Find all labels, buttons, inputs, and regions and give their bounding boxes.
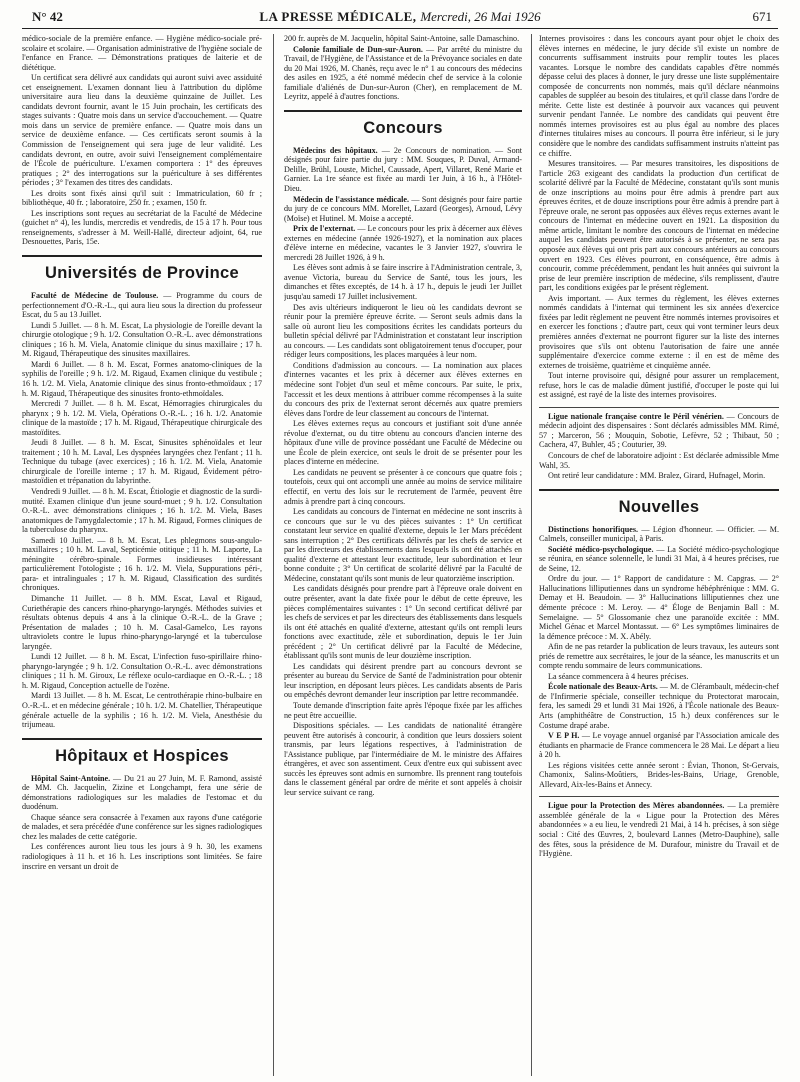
article-veph bbox=[539, 731, 779, 760]
section-heading-nouvelles: Nouvelles bbox=[539, 489, 779, 517]
article-prix-externat bbox=[284, 224, 522, 262]
article-meres-abandonnees bbox=[539, 801, 779, 858]
article-text: — Le voyage annuel organisé par l'Association amicale des étudiants en pharmacie de France commencera le 28 Mai. Le départ a lieu à 20 h. bbox=[539, 731, 779, 760]
paragraph: Ont retiré leur candidature : MM. Bralez, Girard, Hufnagel, Morin. bbox=[548, 471, 766, 481]
article-title: Médecin de l'assistance médicale. bbox=[293, 194, 410, 204]
article-text: — Concours de médecin adjoint des dispensaires : Sont déclarés admissibles MM. Rimé, 57 ; Marceron, 56 ; Mouquin, Sobotie, Lefèvre, 52 ; Thibaut, 50 ; Cachera, 47, Buhler, 45 ; Couturier, 39. bbox=[539, 411, 779, 450]
article-text: — Sont désignés pour faire partie du jury de ce concours MM. Morellet, Lazard (Georges), Arnoud, Lévy (Moïse) et Hutinel. M. Moise a accepté. bbox=[284, 194, 522, 223]
column-divider bbox=[273, 34, 274, 1076]
article-title: Faculté de Médecine de Toulouse. bbox=[31, 291, 159, 301]
article-text: — 2e Concours de nomination. — Sont désignés pour faire partie du jury : MM. Souques, P. Duval, Armand-Delille, Brühl, Louste, Michel, Caussade, Apert, Villaret, René Marie et Garnier. La 1re séance est fixée au mardi 1er Juin, à 16 h., à l'Hôtel-Dieu. bbox=[284, 145, 522, 194]
article-medecins-hopitaux bbox=[284, 146, 522, 194]
paragraph: Chaque séance sera consacrée à l'examen aux rayons d'une catégorie de malades, et sera précédée d'une conférence sur les signes radiologiques chez les malades de cette catégorie. bbox=[22, 812, 262, 841]
program-day: Samedi 10 Juillet. — 8 h. M. Escat, Les phlegmons sous-angulo-maxillaires ; 10 h. M. Laval, Septicémie otitique ; 11 h. M. Laporte, La méningite cérébro-spinale. Formes insidieuses intéressant particulièrement l'otologiste ; 16 h. 1/2. M. Viela, Suppurations péri-, para- et intralinguales ; 17 h. M. Rigaud, Classification des surdités chroniques. bbox=[22, 535, 262, 593]
issue-number: N° 42 bbox=[32, 9, 63, 24]
section-heading-universites: Universités de Province bbox=[22, 255, 262, 283]
program-day: Lundi 5 Juillet. — 8 h. M. Escat, La physiologie de l'oreille devant la chirurgie otologique ; 9 h. 1/2. Consultation O.-R.-L. avec démonstrations cliniques ; 16 h. M. Viela, Anatomie clinique du sinus maxillaire ; 17 h. M. Rigaud, Thérapeutique des sinusites maxillaires. bbox=[22, 320, 262, 359]
article-assistance-medicale bbox=[284, 195, 522, 224]
program-day: Dimanche 11 Juillet. — 8 h. MM. Escat, Laval et Rigaud, Curiethérapie des cancers rhino-pharyngo-laryngés. Méthodes suivies et résultats obtenus depuis 4 ans à la clinique O.-R.-L. de la Grave ; Présentation de malades ; 10 h. M. Casal-Gamelco, Les rayons ultraviolets contre le lupus rhino-pharyngo-laryngé et la tuberculose laryngée. bbox=[22, 593, 262, 651]
program-day: Lundi 12 Juillet. — 8 h. M. Escat, L'infection fuso-spirillaire rhino-pharyngo-laryngée ; 9 h. 1/2. Consultation O.-R.-L. avec démonstrations cliniques ; 11 h. M. Giroux, Le réflexe oculo-cardiaque en O.-R.-L. ; 18 h. M. Rigaud, Conception actuelle de l'ozène. bbox=[22, 652, 262, 690]
article-beaux-arts bbox=[539, 682, 779, 730]
separator bbox=[539, 407, 779, 408]
issue-date: Mercredi, 26 Mai 1926 bbox=[420, 9, 541, 24]
paragraph: Internes provisoires : dans les concours ayant pour objet le choix des élèves internes en médecine, le jury décide s'il existe un nombre de concurrents suffisamment instruits pour remplir toutes les places vacantes. Lorsque le nombre des candidats capables d'être nommés dépasse celui des places à donner, le jury dresse une liste supplémentaire composée de concurrents non nommés, mais qu'il déclare néanmoins capables de suppléer au besoin des titulaires, et qu'il classe dans l'ordre de mérite. Cette liste est destinée à pourvoir aux vacances qui peuvent survenir pendant l'année. Le nombre des candidats qui peuvent être nommés internes provisoires est au plus égal au nombre des places d'internes titulaires mises au concours. Il pourra être inférieur, si le jury considère que le nombre des candidats suffisamment instruits n'atteint pas ce chiffre. bbox=[539, 34, 779, 158]
article-text: — Programme du cours de perfectionnement d'O.-R.-L., qui aura lieu sous la direction du professeur Escat, du 5 au 13 Juillet. bbox=[22, 291, 262, 320]
paragraph: Les régions visitées cette année seront : Évian, Thonon, St-Gervais, Chamonix, Salins-Moûtiers, Brides-les-Bains, Uriage, Grenoble, Allevard, Aix-les-Bains et Annecy. bbox=[539, 760, 779, 789]
article-saint-antoine bbox=[22, 774, 262, 812]
program-day: Mardi 6 Juillet. — 8 h. M. Escat, Formes anatomo-cliniques de la syphilis de l'oreille ; 9 h. 1/2. M. Rigaud, Examen clinique du vestibule ; 16 h. 1/2. M. Viela, Anatomie clinique des sinus fronto-ethmoïdaux ; 17 h. M. Rigaud, Thérapeutique des sinusites fronto-ethmoïdales. bbox=[22, 359, 262, 398]
article-distinctions bbox=[539, 525, 779, 544]
paragraph: médico-sociale de la première enfance. — Hygiène médico-sociale pré-scolaire et scolaire. — Organisation administrative de l'hygiène sociale de l'enfance en France. — Démonstrations pratiques de laiterie et de diététique. bbox=[22, 34, 262, 72]
paragraph: Dispositions spéciales. — Les candidats de nationalité étrangère peuvent être autorisés à concourir, à condition que leurs dossiers soient transmis, par leurs légations respectives, à l'administration de l'Assistance publique, par l'intermédiaire de M. le ministre des Affaires étrangères, et avec son assentiment. Ceux d'entre eux qui subissent avec succès les épreuves sont admis en surnombre. Ils prennent rang toutefois dans le classement général par ordre de mérite et sont appelés à choisir leur service suivant ce rang. bbox=[284, 721, 522, 797]
article-title: V E P H. bbox=[548, 731, 580, 741]
article-title: Distinctions honorifiques. bbox=[548, 524, 638, 534]
article-title: Hôpital Saint-Antoine. bbox=[31, 773, 111, 783]
article-text: — Du 21 au 27 Juin, M. F. Ramond, assisté de MM. Ch. Jacquelin, Zizine et Longchampt, fera une série de démonstrations radiologiques sur les maladies de l'estomac et du duodénum. bbox=[22, 773, 262, 812]
section-heading-concours: Concours bbox=[284, 110, 522, 138]
program-day: Jeudi 8 Juillet. — 8 h. M. Escat, Sinusites sphénoïdales et leur traitement ; 10 h. M. Laval, Les dyspnées laryngées chez l'enfant ; 11 h. Technique du tubage (avec exercices) ; 16 h. 1/2. M. Viela, Anatomie chirurgicale de l'oreille interne ; 17 h. M. Rigaud, Évidement pétro-mastoïdien et trépanation du labyrinthe. bbox=[22, 438, 262, 486]
paragraph: Ordre du jour. — 1° Rapport de candidature : M. Capgras. — 2° Hallucinations lilliputiennes dans un syndrome hébéphrénique : MM. G. Demay et H. Beaudoin. — 3° Hallucinations lilliputiennes chez une démente précoce : M. Leroy. — 4° Éloge de Benjamin Ball : M. Semelaigne. — 5° Glossomanie chez une paranoïde excitée : MM. Michel Génac et Marcel Montassut. — 6° Les symptômes liminaires de la démence précoce : M. X. Abély. bbox=[539, 574, 779, 641]
article-title: École nationale des Beaux-Arts. bbox=[548, 682, 658, 692]
paragraph: Un certificat sera délivré aux candidats qui auront suivi avec assiduité cet enseignement. L'examen donnant lieu à l'attribution du diplôme universitaire aura lieu dans la deuxième quinzaine de Juillet. Les candidats devront fournir, avant le 15 Juin prochain, les certificats des stages suivants : Quatre mois dans un service d'accouchement. — Quatre mois dans un service de première enfance. — Quatre mois dans un service de deuxième enfance. — Ces certificats seront soumis à la Commission de l'enseignement qui sera juge de leur validité. Les candidats devront, en outre, avoir suivi l'enseignement complémentaire de l'École de puériculture. L'examen comportera : 1° des épreuves pratiques ; 2° des interrogations sur la puériculture à ses différentes périodes ; 3° l'examen des titres des candidats. bbox=[22, 73, 262, 188]
article-dun-sur-auron bbox=[284, 45, 522, 102]
article-text: — Par arrêté du ministre du Travail, de l'Hygiène, de l'Assistance et de la Prévoyance sociales en date du 20 Mai 1926, M. Chanès, reçu avec le n° 1 au concours des médecins des asiles en 1925, a été nommé médecin chef de service à la colonie familiale d'aliénés de Dun-sur-Auron (Cher), en remplacement de M. Leyritz, appelé à d'autres fonctions. bbox=[284, 44, 522, 102]
article-title: Ligue pour la Protection des Mères abandonnées. bbox=[548, 801, 725, 811]
column-divider bbox=[531, 34, 532, 1076]
paragraph: Toute demande d'inscription faite après l'époque fixée par les affiches ne peut être accueillie. bbox=[284, 701, 522, 720]
separator bbox=[539, 796, 779, 797]
column-1 bbox=[22, 34, 262, 1078]
program-day: Mardi 13 Juillet. — 8 h. M. Escat, Le centrothérapie rhino-bulbaire en O.-R.-L. et en médecine générale ; 10 h. 1/2. M. Chatellier, Thérapeutique générale actuelle de la syphilis ; 16 h. 1/2. M. Viela, Anesthésie du trijumeau. bbox=[22, 691, 262, 730]
paragraph: Les élèves externes reçus au concours et justifiant soit d'une année révolue d'externat, ou du titre obtenu au concours d'ancien interne des hôpitaux d'une ville de province possédant une Faculté de Médecine ou une École de plein exercice, ont seuls le droit de se présenter pour les places d'interne en médecine. bbox=[284, 419, 522, 467]
paragraph: Les candidats au concours de l'internat en médecine ne sont inscrits à ce concours que sur le vu des pièces suivantes : 1° Un certificat constatant leur service en qualité d'externe, depuis le 1er Mars précédent sans interruption ; 2° Des certificats délivrés par les chefs de service et par les directeurs des établissements dans lesquels ils ont été attachés en qualité d'externe et attestant leur exactitude, leur subordination et leur bonne conduite ; 3° Un certificat de scolarité délivré par la Faculté de Médecine, constatant qu'ils sont munis de leur quatorzième inscription. bbox=[284, 507, 522, 583]
paragraph: Les droits sont fixés ainsi qu'il suit : Immatriculation, 60 fr ; bibliothèque, 40 fr. ; laboratoire, 250 fr. ; examen, 150 fr. bbox=[22, 188, 262, 208]
paragraph: 200 fr. auprès de M. Jacquelin, hôpital Saint-Antoine, salle Damaschino. bbox=[284, 34, 520, 43]
page-number: 671 bbox=[752, 9, 772, 24]
journal-title bbox=[22, 9, 778, 25]
article-toulouse bbox=[22, 291, 262, 320]
paragraph: Les candidats ne peuvent se présenter à ce concours que quatre fois ; toutefois, ceux qui ont accompli une année au moins de service militaire effectif, en vertu des lois sur le recrutement de l'armée, peuvent être admis à prendre part à cinq concours. bbox=[284, 467, 522, 506]
paragraph: Les inscriptions sont reçues au secrétariat de la Faculté de Médecine (guichet n° 4), les lundis, mercredis et vendredis, de 15 à 17 h. Pour tous renseignements, s'adresser à M. Weill-Hallé, directeur adjoint, 64, rue Desnouettes, Paris, 15e. bbox=[22, 208, 262, 247]
article-medico-psychologique bbox=[539, 545, 779, 574]
paragraph: La séance commencera à 4 heures précises. bbox=[548, 671, 689, 681]
paragraph: Tout interne provisoire qui, désigné pour assurer un remplacement, refuse, hors le cas de maladie dûment justifié, d'occuper le poste qui lui est assigné, est rayé de la liste des internes provisoires. bbox=[539, 371, 779, 400]
article-title: Ligue nationale française contre le Péril vénérien. bbox=[548, 411, 724, 421]
paragraph: Des avis ultérieurs indiqueront le lieu où les candidats devront se réunir pour la première épreuve écrite. — Seront seuls admis dans la salle où auront lieu les compositions écrites les candidats porteurs du bulletin spécial délivré par l'Administration et constatant leur inscription au concours. — Les candidats sont obligatoirement tenus d'occuper, pour rédiger leurs compositions, les places marquées à leur nom. bbox=[284, 302, 522, 360]
paragraph: Avis important. — Aux termes du règlement, les élèves externes nommés candidats à l'internat qui terminent les six années d'exercice fixées par ledit règlement ne peuvent être nommés internes provisoires et en exercer les fonctions ; d'autre part, ceux qui vont terminer leurs deux premières années d'externat ne pourront figurer sur la liste des internes provisoires que s'ils ont obtenu l'autorisation de faire une année supplémentaire d'exercice comme externe : il en est de même des externes de troisième, quatrième et cinquième année. bbox=[539, 293, 779, 370]
article-text: — Le concours pour les prix à décerner aux élèves externes en médecine (année 1926-1927), et la nomination aux places d'élève interne en médecine, vacantes le 3 Janvier 1927, s'ouvrira le mercredi 28 Juillet 1926, à 9 h. bbox=[284, 224, 522, 262]
journal-name: LA PRESSE MÉDICALE, bbox=[259, 9, 421, 24]
column-3 bbox=[539, 34, 779, 1078]
column-2 bbox=[284, 34, 522, 1078]
paragraph: Concours de chef de laboratoire adjoint : Est déclarée admissible Mme Wahl, 35. bbox=[539, 450, 779, 470]
article-text: — M. de Clérambault, médecin-chef de l'Infirmerie spéciale, conseiller technique du Protectorat marocain, fera, les samedi 29 et lundi 31 Mai 1926, à l'École nationale des Beaux-Arts (amphithéâtre de Construction, 15 h.) deux conférences sur le Costume drapé arabe. bbox=[539, 682, 779, 730]
article-title: Colonie familiale de Dun-sur-Auron. bbox=[293, 44, 423, 54]
paragraph: Mesures transitoires. — Par mesures transitoires, les dispositions de l'article 263 exigeant des candidats la production d'un certificat de scolarité délivré par la Faculté de Médecine, constatant qu'ils sont munis de onze inscriptions au moins pour être admis à prendre part aux épreuves écrites, et de douze inscriptions pour être admis à prendre part à l'épreuve orale, ne seront pas opposées aux élèves reçus externes avant le concours de l'internat en médecine ouvert en 1921. La disposition du même article, limitant le nombre des concours de l'internat en médecine auquel les candidats peuvent être autorisés à se présenter, ne sera pas opposée aux élèves qui ont pris part aux concours antérieurs au concours ouvert en 1923. Ces élèves pourront, en conséquence, être admis à concourir, comme précédemment, pendant les huit années qui suivront la prise de leur première inscription de médecine, s'ils remplissent, d'autre part, les conditions exigées par le présent règlement. bbox=[539, 159, 779, 293]
paragraph: Les conférences auront lieu tous les jours à 9 h. 30, les examens radiologiques à 11 h. et 16 h. Les inscriptions sont limitées. Se faire inscrire en versant un droit de bbox=[22, 842, 262, 871]
article-title: Médecins des hôpitaux. bbox=[293, 145, 378, 155]
paragraph: Conditions d'admission au concours. — La nomination aux places d'internes vacantes et les prix à décerner aux élèves externes en médecine sont l'objet d'un seul et même concours. Par suite, le prix, l'accessit et les deux mentions à attribuer comme récompenses à la suite du concours des prix de l'externat seront décernés aux quatre premiers élèves dans l'ordre de leur classement au concours de l'internat. bbox=[284, 360, 522, 418]
article-text: — Légion d'honneur. — Officier. — M. Calmels, conseiller municipal, à Paris. bbox=[539, 524, 779, 544]
article-text: — La première assemblée générale de la « Ligue pour la Protection des Mères abandonnées » a eu lieu, le vendredi 21 Mai, à 14 h. précises, à son siège social : Cité des Œuvres, 2, boulevard Lannes (Metro-Dauphine), salle des fêtes, sous la présidence de M. Durafour, ministre du Travail et de l'Hygiène. bbox=[539, 801, 779, 859]
paragraph: Les candidats désignés pour prendre part à l'épreuve orale doivent en outre présenter, avant la date fixée pour le début de cette épreuve, les pièces complémentaires suivantes : 1° Un second certificat délivré par les chefs de services et par les directeurs des établissements dans lesquels ils ont été attachés en qualité d'externe, attestant qu'ils ont rempli leurs fonctions avec exactitude, zèle et subordination, depuis le 1er Juin précédent ; 2° Un certificat délivré par la Faculté de Médecine, établissant qu'ils sont munis de leur douzième inscription. bbox=[284, 584, 522, 661]
article-ligue-peril-venerien bbox=[539, 412, 779, 450]
article-text: — La Société médico-psychologique se réunira, en séance solennelle, le lundi 31 Mai, à 4 heures précises, rue de Seine, 12. bbox=[539, 544, 779, 573]
paragraph: Les candidats qui désirent prendre part au concours devront se présenter au bureau du Service de Santé de l'administration pour obtenir leur inscription, en déposant leurs pièces. Les candidats absents de Paris ou empêchés devront demander leur inscription par lettre recommandée. bbox=[284, 661, 522, 700]
program-day: Vendredi 9 Juillet. — 8 h. M. Escat, Étiologie et diagnostic de la surdi-mutité. Examen clinique d'un jeune sourd-muet ; 9 h. 1/2. Consultation O.-R.-L. avec démonstrations cliniques ; 16 h. 1/2. M. Viela, Bases anatomiques de l'amygdalectomie ; 17 h. M. Rigaud, Formes cliniques de la tuberculose du pharynx. bbox=[22, 486, 262, 535]
program-day: Mercredi 7 Juillet. — 8 h. M. Escat, Hémorragies chirurgicales du pharynx ; 9 h. 1/2. M. Viela, Opérations O.-R.-L. ; 16 h. 1/2. Anatomie clinique de la mastoïde ; 17 h. M. Rigaud, Thérapeutique chirurgicale des mastoïdites. bbox=[22, 399, 262, 437]
article-title: Prix de l'externat. bbox=[293, 224, 356, 234]
section-heading-hopitaux: Hôpitaux et Hospices bbox=[22, 738, 262, 766]
article-title: Société médico-psychologique. bbox=[548, 544, 654, 554]
masthead bbox=[22, 8, 778, 29]
paragraph: Afin de ne pas retarder la publication de leurs travaux, les auteurs sont priés de remettre aux secrétaires, le jour de la séance, les manuscrits et un compte rendu sommaire de leurs communications. bbox=[539, 642, 779, 671]
paragraph: Les élèves sont admis à se faire inscrire à l'Administration centrale, 3, avenue Victoria, bureau du Service de Santé, tous les jours, les dimanches et fêtes exceptés, de 14 h. à 17 h., depuis le jeudi 1er Juillet jusqu'au samedi 17 Juillet inclusivement. bbox=[284, 263, 522, 302]
